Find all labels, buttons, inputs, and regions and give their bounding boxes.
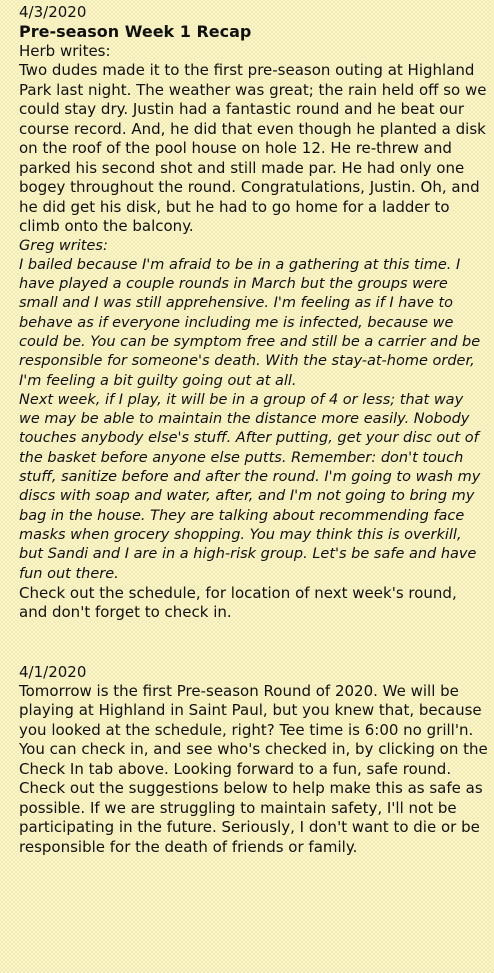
post-date: 4/1/2020 [19, 662, 87, 681]
post-body: Tomorrow is the first Pre-season Round of 2020. We will be playing at Highland in Saint Paul, but you knew that, because you looked at the schedule, right? Tee time is 6:00 no grill'n. You can check in, and see who's checked in, by clicking on the Check In tab above. Looking forward to a fun, safe round. Check out the suggestions below to help make this as safe as possible. If we are struggling to maintain safety, I'll not be participating in the future. Seriously, I don't want to die or be responsible for the death of friends or family. [19, 681, 488, 856]
post-date: 4/3/2020 [19, 3, 87, 21]
post-author-greg: Greg writes: [19, 237, 108, 254]
post-title: Pre-season Week 1 Recap [19, 22, 252, 41]
post-preseason-announcement [19, 662, 488, 858]
post-body-herb: Two dudes made it to the first pre-season outing at Highland Park last night. The weather was great; the rain held off so we could stay dry. Justin had a fantastic round and he beat our course record. And, he did that even though he planted a disk on the roof of the pool house on hole 12. He re-threw and parked his second shot and still made par. He had only one bogey throughout the round. Congratulations, Justin. Oh, and he did get his disk, but he had to go home for a ladder to climb onto the balcony. [19, 61, 487, 235]
post-author-herb: Herb writes: [19, 42, 111, 60]
post-body-greg-1: I bailed because I'm afraid to be in a gathering at this time. I have played a couple rounds in March but the groups were small and I was still apprehensive. I'm feeling as if I have to behave as if everyone including me is infected, because we could be. You can be symptom free and still be a carrier and be responsible for someone's death. With the stay-at-home order, I'm feeling a bit guilty going out at all. [19, 256, 481, 389]
post-body-greg-2: Next week, if I play, it will be in a group of 4 or less; that way we may be able to maintain the distance more easily. Nobody touches anybody else's stuff. After putting, get your disc out of the basket before anyone else putts. Remember: don't touch stuff, sanitize before and after the round. I'm going to wash my discs with soap and water, after, and I'm not going to bring my bag in the house. They are talking about recommending face masks when grocery shopping. You may think this is overkill, but Sandi and I are in a high-risk group. Let's be safe and have fun out there. [19, 391, 481, 582]
post-separator [19, 623, 488, 662]
post-week1-recap [19, 2, 488, 623]
post-closing: Check out the schedule, for location of next week's round, and don't forget to check in. [19, 583, 457, 622]
